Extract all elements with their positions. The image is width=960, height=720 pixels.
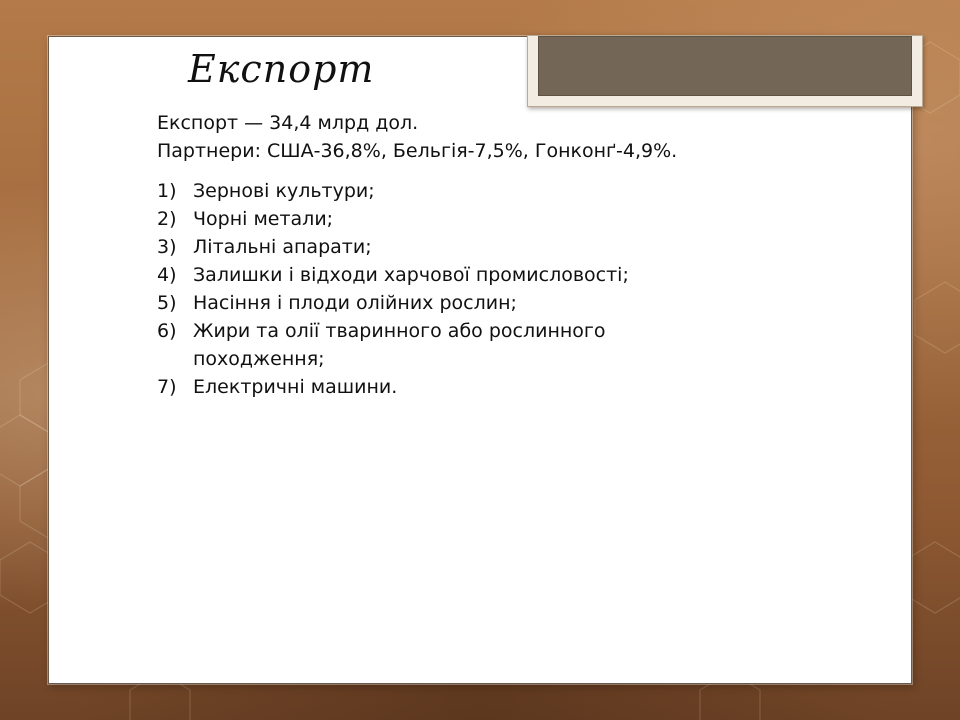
export-total-line: Експорт — 34,4 млрд дол. [157,112,419,134]
list-item-number: 7) [157,376,177,398]
list-item-number: 6) [157,320,177,342]
list-item-text: Літальні апарати; [193,236,372,258]
list-item-text: Насіння і плоди олійних рослин; [193,292,517,314]
title-tab-decoration [527,35,923,107]
slide-content [157,109,877,401]
list-item-number: 2) [157,208,177,230]
slide-title: Експорт [188,47,375,91]
list-item-number: 5) [157,292,177,314]
list-item [157,289,877,317]
list-item [157,373,877,401]
list-item [157,205,877,233]
list-item-text: Чорні метали; [193,208,334,230]
list-item [157,317,877,373]
list-item [157,261,877,289]
list-item-text: Жири та олії тваринного або рослинного походження; [193,320,606,370]
export-goods-list [157,177,877,401]
list-item [157,233,877,261]
partners-line: Партнери: США-36,8%, Бельгія-7,5%, Гонконґ-4,9%. [157,140,678,162]
list-item-text: Зернові культури; [193,180,375,202]
title-tab-fill [538,36,912,96]
list-item-number: 3) [157,236,177,258]
list-item-text: Залишки і відходи харчової промисловості; [193,264,629,286]
list-item-number: 4) [157,264,177,286]
list-item-number: 1) [157,180,177,202]
list-item [157,177,877,205]
list-item-text: Електричні машини. [193,376,398,398]
